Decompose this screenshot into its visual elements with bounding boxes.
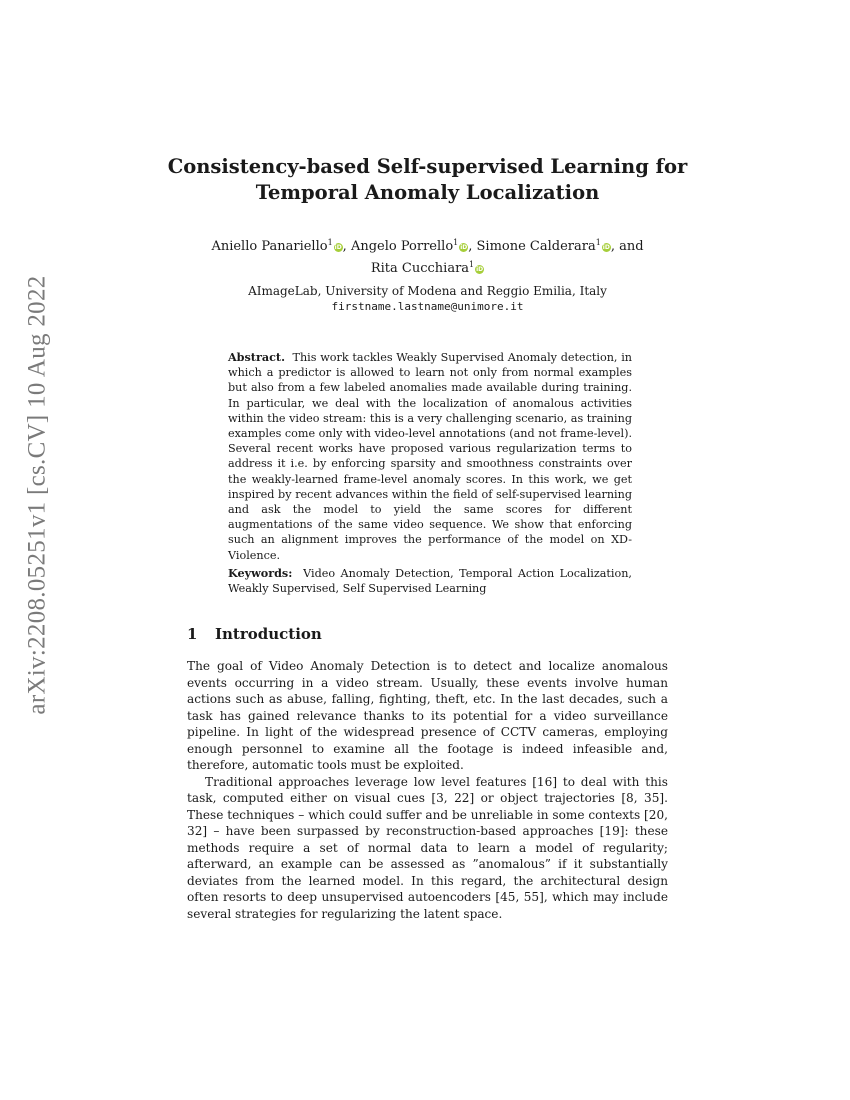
keywords-label: Keywords: — [228, 566, 293, 580]
orcid-icon[interactable]: iD — [602, 244, 610, 251]
affiliation-marker: 1 — [327, 238, 333, 247]
author-name: Angelo Porrello — [350, 239, 454, 254]
orcid-icon[interactable]: iD — [476, 266, 484, 273]
affiliation-marker: 1 — [469, 260, 475, 269]
keywords — [228, 566, 632, 596]
section-title: Introduction — [215, 625, 322, 643]
affiliation-block — [200, 283, 655, 315]
abstract — [228, 350, 632, 563]
arxiv-identifier-stamp — [8, 275, 68, 715]
author-separator: , — [468, 239, 477, 254]
abstract-text: This work tackles Weakly Supervised Anomaly detection, in which a predictor is allowed to learn not only from normal examples but also from a few labeled anomalies made available during training. In particular, we deal with the localization of anomalous activities within the video stream: this is a very challenging scenario, as training examples come only with video-level annotations (and not frame-level). Several recent works have proposed various regularization terms to address it i.e. by enforcing sparsity and smoothness constraints over the weakly-learned frame-level anomaly scores. In this work, we get inspired by recent advances within the field of self-supervised learning and ask the model to yield the same scores for different augmentations of the same video sequence. We show that enforcing such an alignment improves the performance of the model on XD-Violence. — [228, 351, 632, 562]
section-number: 1 — [187, 625, 198, 643]
orcid-icon[interactable]: iD — [334, 244, 342, 251]
author-separator: , and — [610, 239, 644, 254]
orcid-icon[interactable]: iD — [460, 244, 468, 251]
affiliation-marker: 1 — [595, 238, 601, 247]
author-list — [200, 234, 655, 278]
abstract-label: Abstract. — [228, 350, 285, 364]
author-name: Simone Calderara — [476, 239, 596, 254]
paragraph: Traditional approaches leverage low level features [16] to deal with this task, computed either on visual cues [3, 22] or object trajectories [8, 35]. These techniques – which could suffer and be unreliable in some contexts [20, 32] – have been surpassed by reconstruction-based approaches [19]: these methods require a set of normal data to learn a model of regularity; afterward, an example can be assessed as ”anomalous” if it substantially deviates from the learned model. In this regard, the architectural design often resorts to deep unsupervised autoencoders [45, 55], which may include several strategies for regularizing the latent space. — [187, 774, 668, 921]
section-heading — [187, 624, 667, 644]
section-body — [187, 658, 668, 922]
affiliation-text: AImageLab, University of Modena and Reggio Emilia, Italy — [248, 284, 607, 298]
author-name: Rita Cucchiara — [370, 261, 470, 276]
author-email[interactable]: firstname.lastname@unimore.it — [331, 300, 524, 313]
author-separator: , — [342, 239, 351, 254]
paragraph: The goal of Video Anomaly Detection is to detect and localize anomalous events occurring in a video stream. Usually, these events involve human actions such as abuse, falling, fighting, theft, etc. In the last decades, such a task has gained relevance thanks to its potential for a video surveillance pipeline. In light of the widespread presence of CCTV cameras, employing enough personnel to examine all the footage is indeed infeasible and, therefore, automatic tools must be exploited. — [187, 659, 668, 772]
affiliation-marker: 1 — [453, 238, 459, 247]
author-name: Aniello Panariello — [211, 239, 328, 254]
paper-title: Consistency-based Self-supervised Learning for Temporal Anomaly Localization — [167, 155, 688, 204]
arxiv-identifier-text: arXiv:2208.05251v1 [cs.CV] 10 Aug 2022 — [24, 275, 51, 715]
keywords-text: Video Anomaly Detection, Temporal Action Localization, Weakly Supervised, Self Supervised Learning — [228, 567, 632, 596]
